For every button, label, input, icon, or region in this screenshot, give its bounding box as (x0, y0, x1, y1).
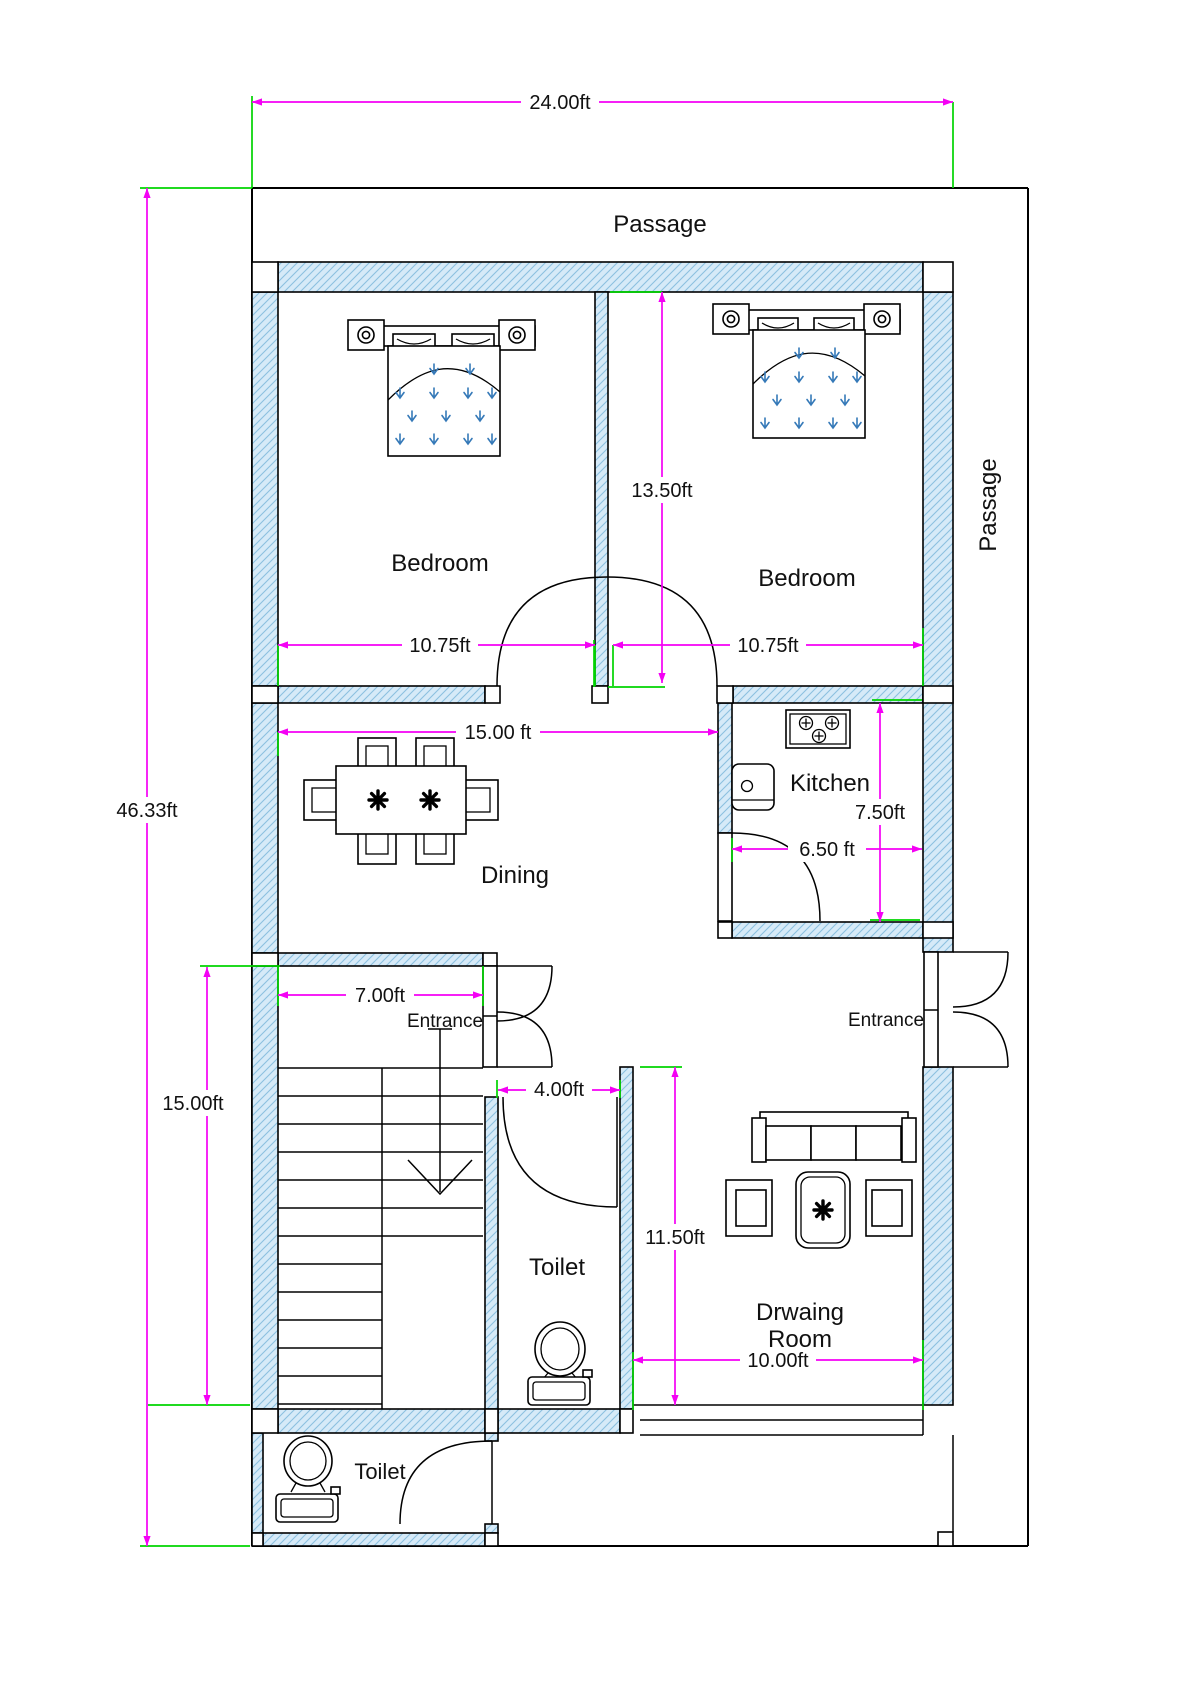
dim-entrance-corridor-width: 7.00ft (354, 985, 406, 1007)
bed-right-icon (713, 304, 900, 438)
toilet-bottom-door-swing-icon (400, 1441, 492, 1524)
wall-kitchen-left (718, 703, 732, 833)
room-label-bedroom-left: Bedroom (391, 550, 489, 577)
entry-steps (633, 1405, 953, 1546)
dim-kitchen-width: 6.50 ft (799, 839, 855, 861)
wall-stairs-bottom (278, 1409, 485, 1433)
dim-drawing-room-height: 11.50ft (645, 1227, 705, 1249)
armchair-icon-right (866, 1180, 912, 1236)
dim-bedroom-left-width: 10.75ft (409, 635, 471, 657)
room-label-entrance-left: Entrance (406, 1011, 484, 1032)
room-label-passage-top: Passage (613, 211, 707, 238)
kitchen-sink-icon (732, 764, 774, 810)
wall-toilet-bottom-right-a (485, 1433, 498, 1441)
gas-stove-icon (786, 710, 850, 748)
wall-bedrooms-bottom-left (278, 686, 485, 703)
wc-toilet-icon-middle (528, 1322, 592, 1405)
walls (252, 262, 953, 1546)
wall-toilet-mid-left (485, 1097, 498, 1409)
room-label-drawing-room-2: Room (767, 1326, 833, 1353)
dim-kitchen-height: 7.50ft (854, 802, 906, 824)
dim-bedroom-right-width: 10.75ft (737, 635, 799, 657)
dim-toilet-middle-width: 4.00ft (533, 1079, 585, 1101)
sofa-icon (752, 1112, 916, 1162)
bed-left-icon (348, 320, 535, 456)
dim-drawing-room-width: 10.00ft (747, 1350, 809, 1372)
dim-dining-width: 15.00 ft (464, 722, 532, 744)
dim-total-height: 46.33ft (116, 800, 178, 822)
room-label-toilet-middle: Toilet (528, 1254, 586, 1281)
wc-toilet-icon-bottom (276, 1436, 340, 1522)
entrance-door-right-icon (924, 952, 1008, 1067)
dim-bedroom-height: 13.50ft (631, 480, 693, 502)
wall-toilet-bottom-left (252, 1433, 263, 1533)
room-label-kitchen: Kitchen (789, 770, 871, 797)
building-outline (252, 188, 1028, 1546)
wall-right-upper (923, 292, 953, 952)
wall-toilet-bottom-right-b (485, 1524, 498, 1533)
dining-set-icon (304, 738, 498, 864)
toilet-middle-door-swing-icon (503, 1097, 617, 1207)
plant-icon (421, 791, 439, 809)
room-label-toilet-bottom: Toilet (354, 1459, 406, 1484)
staircase (278, 1029, 483, 1409)
wall-kitchen-bottom (732, 922, 923, 938)
room-label-dining: Dining (480, 862, 550, 889)
wall-toilet-mid-right (620, 1067, 633, 1409)
armchair-icon-left (726, 1180, 772, 1236)
room-label-drawing-room-1: Drwaing (755, 1299, 845, 1326)
coffee-table-icon (796, 1172, 850, 1248)
room-label-entrance-right: Entrance (847, 1010, 925, 1031)
plant-icon (814, 1201, 832, 1219)
wall-left-lower (252, 966, 278, 1409)
dim-total-width: 24.00ft (529, 92, 591, 114)
entrance-door-left-icon (483, 966, 552, 1067)
wall-toilet-mid-bottom (498, 1409, 620, 1433)
wall-bedroom-partition (595, 292, 608, 686)
stair-direction-arrow-icon (408, 1029, 472, 1194)
room-label-passage-right: Passage (975, 458, 1002, 552)
wall-left-upper (252, 292, 278, 686)
room-label-bedroom-right: Bedroom (758, 565, 856, 592)
wall-top (278, 262, 923, 292)
wall-toilet-bottom-base (263, 1533, 485, 1546)
wall-dining-bottom (278, 953, 483, 966)
wall-left-middle (252, 703, 278, 953)
dim-stairs-zone-height: 15.00ft (162, 1093, 224, 1115)
plant-icon (369, 791, 387, 809)
wall-right-lower (923, 1067, 953, 1405)
